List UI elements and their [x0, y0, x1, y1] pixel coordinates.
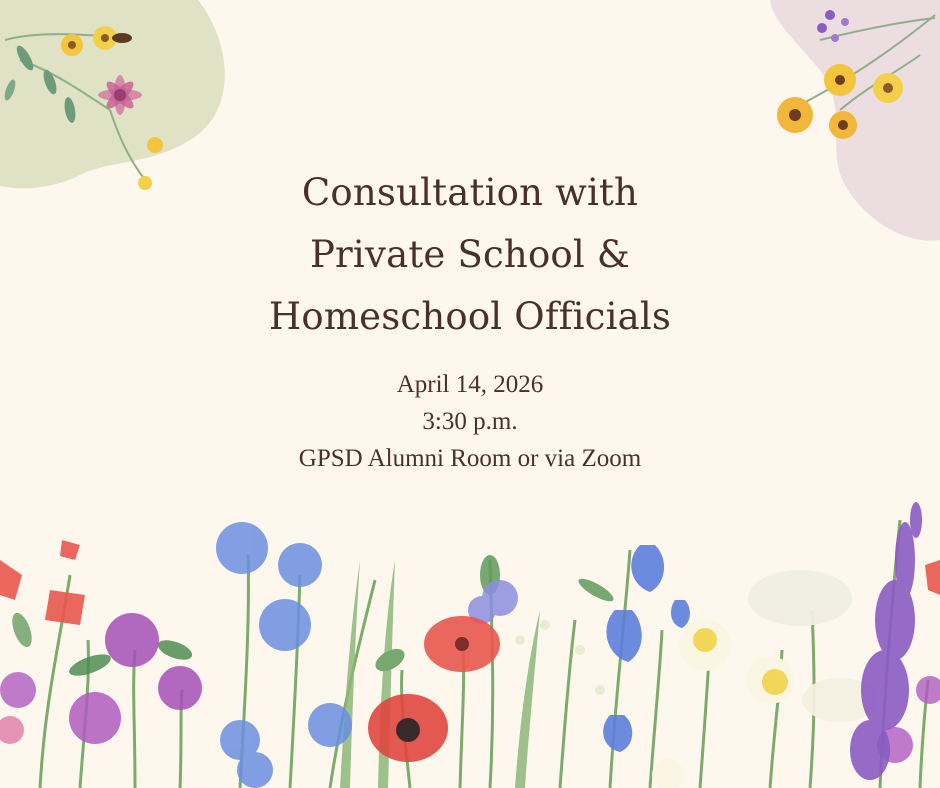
yellow-flower [777, 97, 813, 133]
bellflowers [603, 545, 690, 752]
yellow-flower [824, 64, 856, 96]
yellow-flower [873, 73, 903, 103]
title-line: Consultation with [301, 171, 639, 214]
title-line: Homeschool Officials [268, 295, 672, 338]
event-time: 3:30 p.m. [422, 408, 518, 435]
yellow-flower [61, 34, 83, 56]
title-line: Private School & [309, 233, 631, 276]
event-details [0, 366, 940, 477]
wildflower-meadow [0, 502, 940, 788]
event-location: GPSD Alumni Room or via Zoom [298, 445, 642, 472]
yellow-flower [829, 111, 857, 139]
event-date: April 14, 2026 [396, 371, 544, 398]
event-title [0, 162, 940, 348]
